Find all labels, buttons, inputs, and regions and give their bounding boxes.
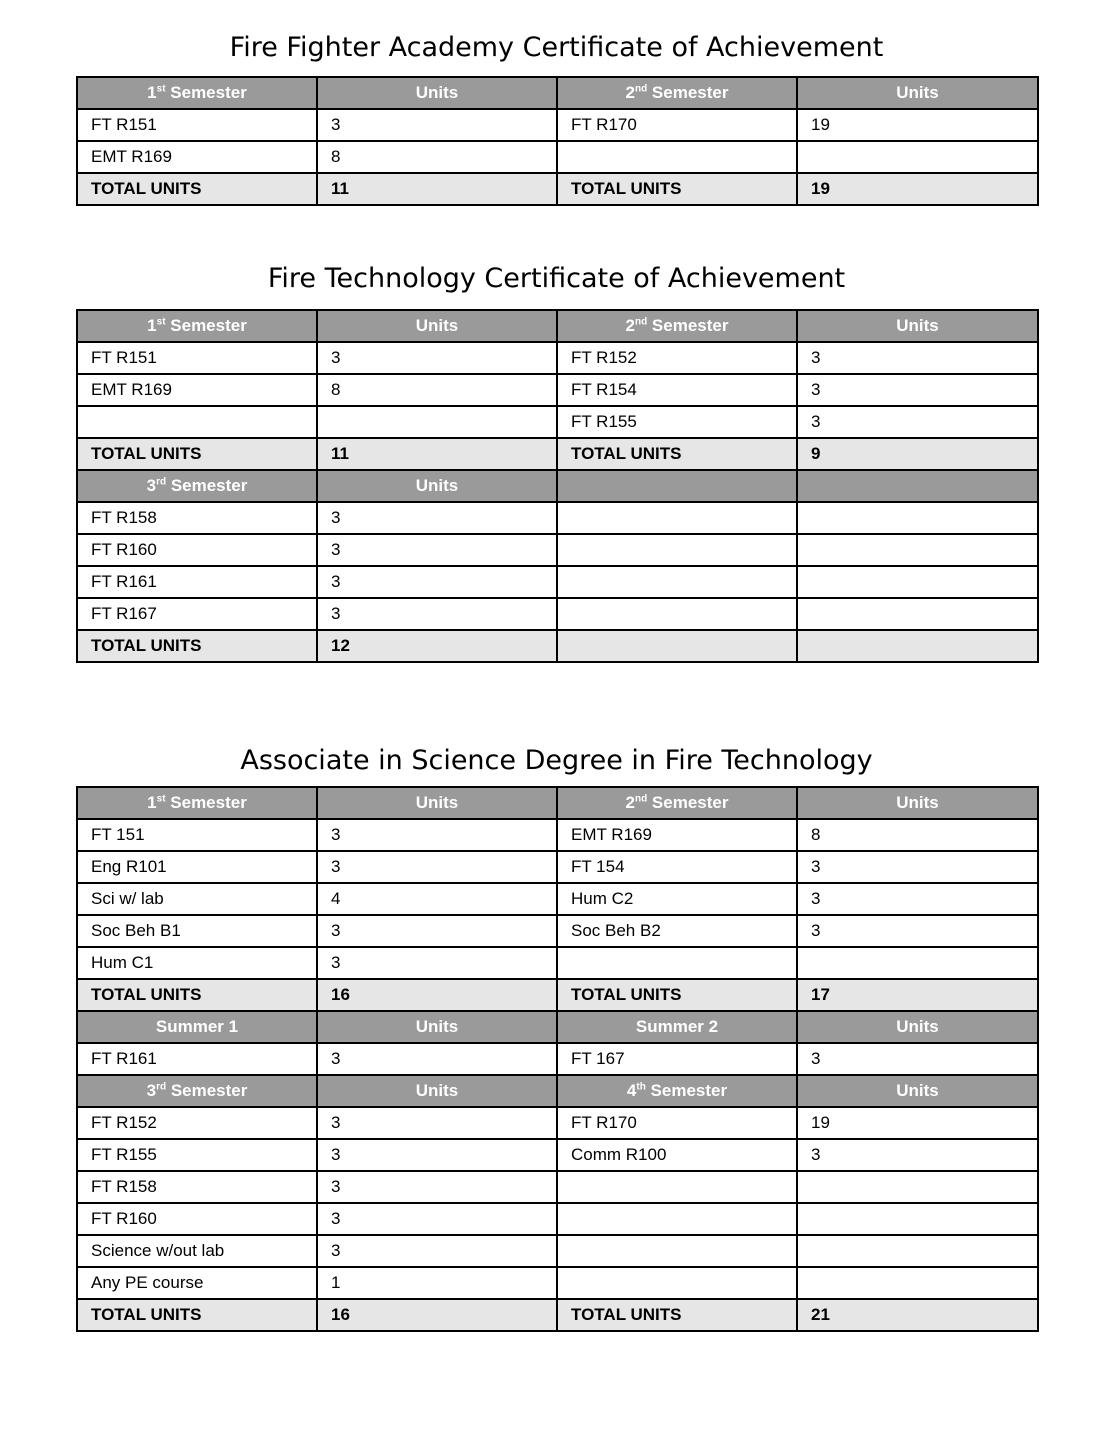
- table-row: [77, 1267, 1038, 1299]
- units-cell: [317, 406, 557, 438]
- total-units-row: [77, 630, 1038, 662]
- course-cell: Hum C1: [77, 947, 317, 979]
- total-value: 11: [317, 173, 557, 205]
- total-label: TOTAL UNITS: [77, 1299, 317, 1331]
- total-label: TOTAL UNITS: [77, 438, 317, 470]
- fire-fighter-academy-table: [76, 76, 1039, 206]
- units-header: Units: [797, 77, 1038, 109]
- total-units-row: [77, 438, 1038, 470]
- course-cell: FT R170: [557, 109, 797, 141]
- course-cell: FT R152: [557, 342, 797, 374]
- total-value: 17: [797, 979, 1038, 1011]
- total-units-row: [77, 173, 1038, 205]
- units-cell: 8: [317, 374, 557, 406]
- course-cell: Soc Beh B2: [557, 915, 797, 947]
- course-cell: FT R151: [77, 342, 317, 374]
- units-cell: 3: [317, 947, 557, 979]
- course-cell: FT R151: [77, 109, 317, 141]
- table-row: [77, 502, 1038, 534]
- course-cell: [557, 1235, 797, 1267]
- course-cell: FT R167: [77, 598, 317, 630]
- course-cell: FT R170: [557, 1107, 797, 1139]
- units-cell: 8: [797, 819, 1038, 851]
- units-cell: [797, 598, 1038, 630]
- table-row: [77, 1171, 1038, 1203]
- units-cell: 3: [317, 598, 557, 630]
- total-units-row: [77, 1299, 1038, 1331]
- semester-header: 1st Semester: [77, 77, 317, 109]
- table-row: [77, 819, 1038, 851]
- semester-header-row: [77, 470, 1038, 502]
- units-cell: 3: [317, 1139, 557, 1171]
- units-header: Units: [317, 787, 557, 819]
- course-cell: [557, 1267, 797, 1299]
- total-value: 19: [797, 173, 1038, 205]
- course-cell: EMT R169: [77, 374, 317, 406]
- table-row: [77, 1107, 1038, 1139]
- units-header: [797, 470, 1038, 502]
- table-row: [77, 566, 1038, 598]
- table-row: [77, 915, 1038, 947]
- course-cell: FT 167: [557, 1043, 797, 1075]
- semester-header: 4th Semester: [557, 1075, 797, 1107]
- total-value: 11: [317, 438, 557, 470]
- units-cell: 8: [317, 141, 557, 173]
- units-cell: 3: [317, 502, 557, 534]
- course-cell: [557, 566, 797, 598]
- units-cell: 3: [797, 883, 1038, 915]
- table-row: [77, 109, 1038, 141]
- total-value: 12: [317, 630, 557, 662]
- summer-header-row: [77, 1011, 1038, 1043]
- units-header: Units: [797, 1011, 1038, 1043]
- units-cell: [797, 1235, 1038, 1267]
- units-cell: 3: [317, 1107, 557, 1139]
- total-label: TOTAL UNITS: [557, 438, 797, 470]
- course-cell: FT 151: [77, 819, 317, 851]
- course-cell: [557, 598, 797, 630]
- table-row: [77, 342, 1038, 374]
- units-cell: 3: [797, 406, 1038, 438]
- semester-header: 2nd Semester: [557, 77, 797, 109]
- units-header: Units: [797, 787, 1038, 819]
- units-header: Units: [317, 1075, 557, 1107]
- total-label: TOTAL UNITS: [77, 630, 317, 662]
- units-cell: [797, 141, 1038, 173]
- section-title-fire-fighter-academy: Fire Fighter Academy Certificate of Achievement: [229, 32, 884, 63]
- total-value: 9: [797, 438, 1038, 470]
- course-cell: [557, 141, 797, 173]
- table-row: [77, 534, 1038, 566]
- table-row: [77, 598, 1038, 630]
- course-cell: [557, 1171, 797, 1203]
- units-cell: 3: [317, 109, 557, 141]
- units-cell: [797, 947, 1038, 979]
- section-title-fire-technology-certificate: Fire Technology Certificate of Achievement: [267, 263, 846, 294]
- section-title-associate-degree: Associate in Science Degree in Fire Technology: [240, 745, 873, 776]
- units-cell: 3: [317, 819, 557, 851]
- total-value: 16: [317, 979, 557, 1011]
- total-label: TOTAL UNITS: [77, 979, 317, 1011]
- units-header: Units: [317, 1011, 557, 1043]
- total-value: [797, 630, 1038, 662]
- units-cell: 3: [317, 534, 557, 566]
- units-cell: 3: [797, 374, 1038, 406]
- units-cell: 3: [317, 1203, 557, 1235]
- units-cell: 3: [317, 915, 557, 947]
- course-cell: Comm R100: [557, 1139, 797, 1171]
- course-cell: FT R155: [557, 406, 797, 438]
- units-header: Units: [797, 1075, 1038, 1107]
- table-row: [77, 406, 1038, 438]
- total-label: TOTAL UNITS: [77, 173, 317, 205]
- units-cell: 3: [797, 342, 1038, 374]
- total-label: TOTAL UNITS: [557, 979, 797, 1011]
- course-cell: FT 154: [557, 851, 797, 883]
- units-cell: 3: [797, 1139, 1038, 1171]
- table-row: [77, 851, 1038, 883]
- total-value: 21: [797, 1299, 1038, 1331]
- units-cell: 1: [317, 1267, 557, 1299]
- total-units-row: [77, 979, 1038, 1011]
- course-cell: FT R160: [77, 1203, 317, 1235]
- course-cell: Soc Beh B1: [77, 915, 317, 947]
- semester-header: 1st Semester: [77, 787, 317, 819]
- units-cell: [797, 534, 1038, 566]
- units-header: Units: [317, 77, 557, 109]
- units-cell: 19: [797, 109, 1038, 141]
- course-cell: FT R155: [77, 1139, 317, 1171]
- course-cell: EMT R169: [557, 819, 797, 851]
- semester-header-row: [77, 77, 1038, 109]
- course-cell: Hum C2: [557, 883, 797, 915]
- units-cell: 3: [797, 851, 1038, 883]
- table-row: [77, 883, 1038, 915]
- semester-header-row: [77, 1075, 1038, 1107]
- units-cell: 3: [797, 915, 1038, 947]
- table-row: [77, 1235, 1038, 1267]
- course-cell: FT R161: [77, 566, 317, 598]
- semester-header: 1st Semester: [77, 310, 317, 342]
- units-cell: 3: [797, 1043, 1038, 1075]
- units-cell: 3: [317, 851, 557, 883]
- semester-header: 2nd Semester: [557, 787, 797, 819]
- course-cell: FT R161: [77, 1043, 317, 1075]
- units-cell: 19: [797, 1107, 1038, 1139]
- course-cell: FT R152: [77, 1107, 317, 1139]
- course-cell: [557, 1203, 797, 1235]
- total-label: TOTAL UNITS: [557, 1299, 797, 1331]
- table-row: [77, 947, 1038, 979]
- table-row: [77, 374, 1038, 406]
- semester-header: 3rd Semester: [77, 1075, 317, 1107]
- units-cell: 3: [317, 1171, 557, 1203]
- total-value: 16: [317, 1299, 557, 1331]
- course-cell: [557, 947, 797, 979]
- semester-header: 2nd Semester: [557, 310, 797, 342]
- course-cell: Sci w/ lab: [77, 883, 317, 915]
- course-cell: FT R154: [557, 374, 797, 406]
- table-row: [77, 1139, 1038, 1171]
- semester-header: Summer 1: [77, 1011, 317, 1043]
- units-cell: [797, 502, 1038, 534]
- semester-header: 3rd Semester: [77, 470, 317, 502]
- units-cell: 4: [317, 883, 557, 915]
- table-row: [77, 1043, 1038, 1075]
- total-label: TOTAL UNITS: [557, 173, 797, 205]
- table-row: [77, 141, 1038, 173]
- semester-header: [557, 470, 797, 502]
- course-cell: FT R160: [77, 534, 317, 566]
- course-cell: Any PE course: [77, 1267, 317, 1299]
- units-header: Units: [317, 310, 557, 342]
- fire-technology-certificate-table: [76, 309, 1039, 663]
- units-header: Units: [317, 470, 557, 502]
- course-cell: Science w/out lab: [77, 1235, 317, 1267]
- total-label: [557, 630, 797, 662]
- units-cell: 3: [317, 566, 557, 598]
- semester-header: Summer 2: [557, 1011, 797, 1043]
- course-cell: EMT R169: [77, 141, 317, 173]
- course-cell: FT R158: [77, 502, 317, 534]
- course-cell: [557, 502, 797, 534]
- course-cell: FT R158: [77, 1171, 317, 1203]
- course-cell: [557, 534, 797, 566]
- units-cell: [797, 1203, 1038, 1235]
- units-cell: 3: [317, 1043, 557, 1075]
- units-header: Units: [797, 310, 1038, 342]
- semester-header-row: [77, 787, 1038, 819]
- course-cell: Eng R101: [77, 851, 317, 883]
- units-cell: [797, 1171, 1038, 1203]
- units-cell: [797, 566, 1038, 598]
- course-cell: [77, 406, 317, 438]
- table-row: [77, 1203, 1038, 1235]
- semester-header-row: [77, 310, 1038, 342]
- associate-degree-table: [76, 786, 1039, 1332]
- units-cell: 3: [317, 1235, 557, 1267]
- units-cell: 3: [317, 342, 557, 374]
- units-cell: [797, 1267, 1038, 1299]
